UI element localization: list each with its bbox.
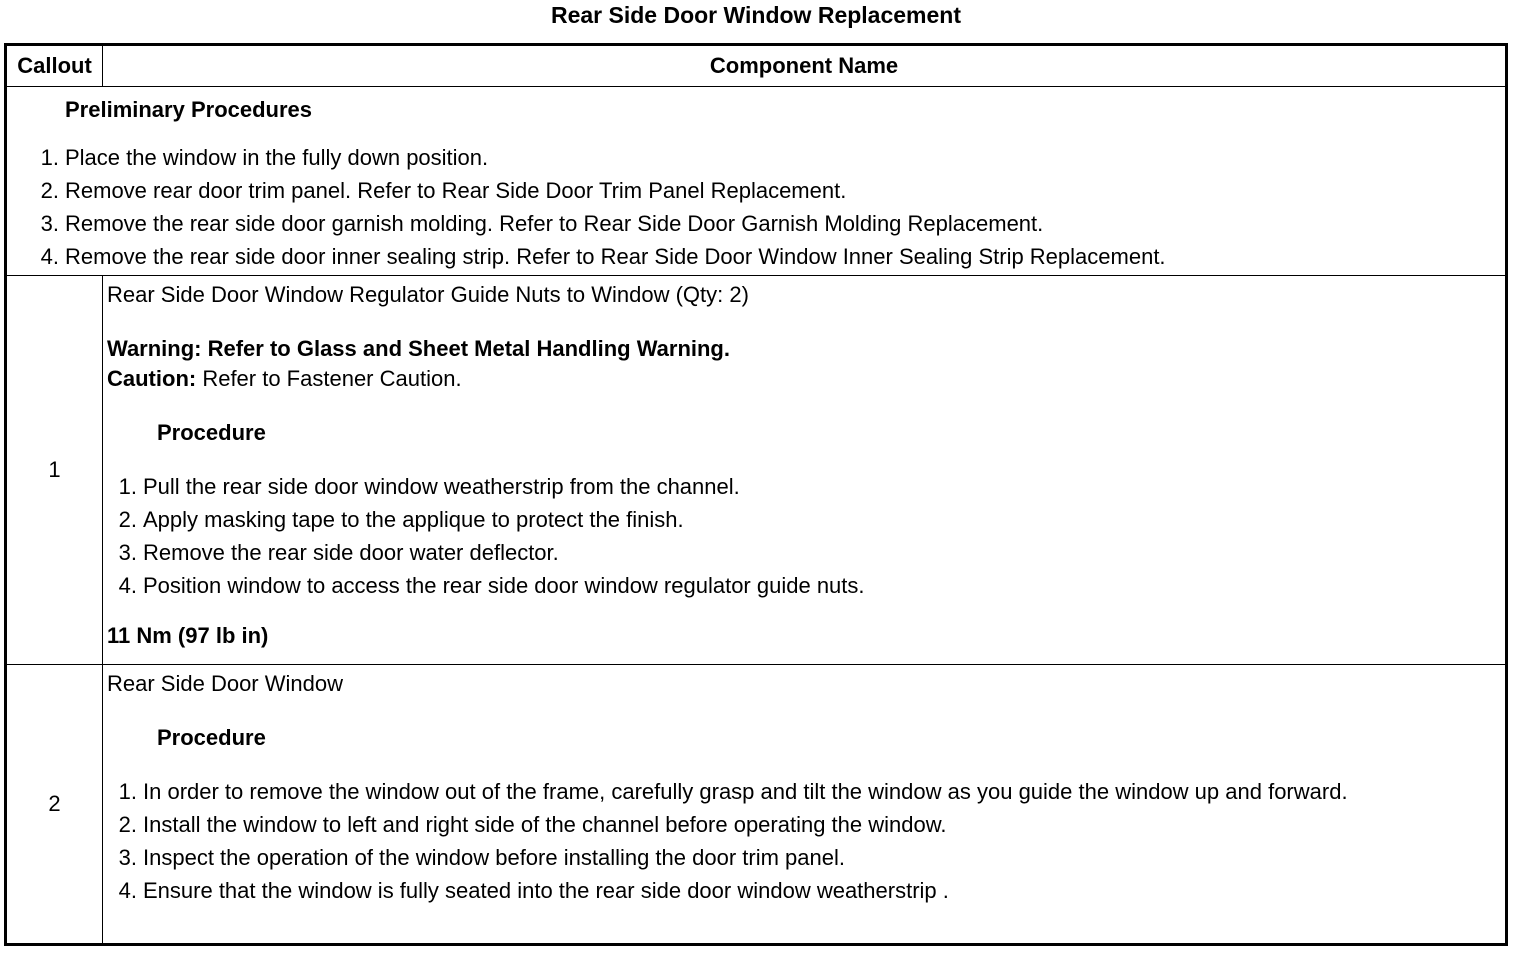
step-text: Remove the rear side door garnish molding. Refer to Rear Side Door Garnish Molding Replacement. [65,211,1044,236]
step-text: Inspect the operation of the window before installing the door trim panel. [143,845,845,870]
list-item [107,876,1495,906]
list-item [107,777,1495,807]
callout-number: 2 [6,665,103,945]
list-item [29,143,1497,173]
procedure-table [4,43,1508,946]
callout-column-header: Callout [6,45,103,87]
step-text: Place the window in the fully down position. [65,145,489,170]
component-name: Rear Side Door Window [107,671,343,696]
step-text: Remove the rear side door inner sealing strip. Refer to Rear Side Door Window Inner Sealing Strip Replacement. [65,244,1166,269]
step-number: 4. [40,244,59,269]
list-item [107,571,1495,601]
caution-label: Caution: [107,366,197,391]
step-number: 1. [118,779,137,804]
table-header-row [6,45,1507,87]
list-item [107,505,1495,535]
step-number: 3. [40,211,59,236]
step-text: Apply masking tape to the applique to protect the finish. [143,507,684,532]
caution-line [107,364,1495,394]
step-number: 2. [40,178,59,203]
step-number: 3. [118,540,137,565]
step-number: 1. [118,474,137,499]
component-cell [103,665,1507,945]
component-cell [103,276,1507,665]
step-number: 1. [40,145,59,170]
list-item [107,472,1495,502]
preliminary-heading: Preliminary Procedures [65,97,313,122]
list-item [107,538,1495,568]
procedure-heading: Procedure [157,420,266,445]
preliminary-procedures-row [6,87,1507,276]
torque-spec: 11 Nm (97 lb in) [107,623,269,648]
step-text: Remove rear door trim panel. Refer to Rear Side Door Trim Panel Replacement. [65,178,847,203]
preliminary-steps [29,143,1497,272]
component-name: Rear Side Door Window Regulator Guide Nuts to Window (Qty: 2) [107,282,749,307]
step-text: Pull the rear side door window weatherstrip from the channel. [143,474,740,499]
step-text: Position window to access the rear side door window regulator guide nuts. [143,573,865,598]
warning-text: Warning: Refer to Glass and Sheet Metal Handling Warning. [107,336,730,361]
procedure-steps [107,472,1495,601]
step-number: 2. [118,507,137,532]
preliminary-procedures-cell [6,87,1507,276]
step-text: Remove the rear side door water deflector. [143,540,559,565]
list-item [29,209,1497,239]
step-text: In order to remove the window out of the frame, carefully grasp and tilt the window as you guide the window up and forward. [143,779,1348,804]
page-title: Rear Side Door Window Replacement [550,2,962,28]
procedure-heading: Procedure [157,725,266,750]
step-number: 3. [118,845,137,870]
caution-text: Refer to Fastener Caution. [196,366,462,391]
component-name-column-header: Component Name [103,45,1507,87]
step-number: 4. [118,878,137,903]
step-number: 2. [118,812,137,837]
list-item [107,810,1495,840]
table-row [6,276,1507,665]
list-item [29,176,1497,206]
procedure-steps [107,777,1495,906]
step-text: Ensure that the window is fully seated into the rear side door window weatherstrip . [143,878,949,903]
step-number: 4. [118,573,137,598]
step-text: Install the window to left and right side of the channel before operating the window. [143,812,947,837]
list-item [107,843,1495,873]
list-item [29,242,1497,272]
table-row [6,665,1507,945]
callout-number: 1 [6,276,103,665]
